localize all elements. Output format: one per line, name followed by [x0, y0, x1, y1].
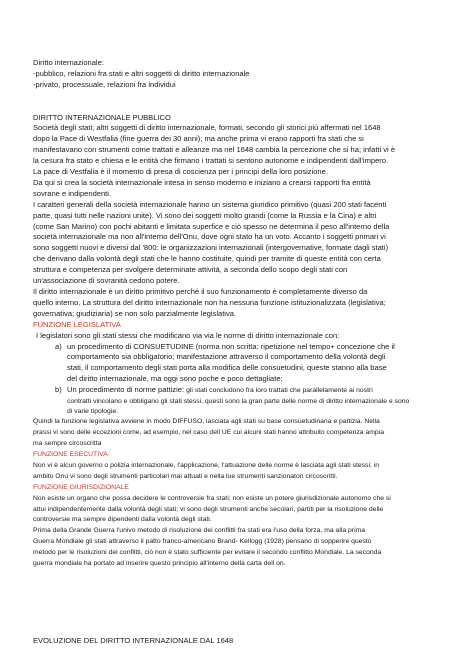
list-item-text: di varie tipologie.: [67, 408, 119, 416]
giurisdizionale-line: metodo per le risoluzioni dei conflitti, ciò non è stato sufficiente per evitare il secondo conflitto Mondiale. La seconda: [33, 549, 382, 557]
legislativa-intro: I legislatori sono gli stati stessi che modificano via via le norme di diritto internazionale con:: [36, 330, 340, 340]
giurisdizionale-line: guerra mondiale ha portato ad inserire questo principio all'interno della carta dell on.: [33, 560, 286, 568]
paragraph-line: sovrane e indipendenti.: [33, 188, 112, 198]
esecutiva-heading: FUNZIONE ESECUTIVA: [33, 450, 108, 458]
paragraph-line: la cesura fra stato e chiesa e le entità che firmano i trattati si sentono autonome e indipendenti dall'impero.: [33, 156, 389, 166]
paragraph-line: manifestavano con strumenti come trattati e alleanze ma nel 1648 cambia la percezione che si ha; infatti vi è: [33, 145, 396, 155]
paragraph-line: quello interno. La struttura del diritto internazionale non ha nessuna funzione istituzionalizzata (legislativa;: [33, 297, 386, 307]
section-title-evoluzione: EVOLUZIONE DEL DIRITTO INTERNAZIONALE DAL 1648: [33, 636, 234, 645]
paragraph-line: Società degli stati; altri soggetti di diritto internazionale, formati, secondo gli storici più affermati nel 1648: [33, 123, 381, 133]
paragraph-line: che derivano dalla volontà degli stati che le hanno costituite, quindi per tramite di queste entità con certa: [33, 254, 381, 264]
paragraph-line: un'associazione di sovranità cedono potere.: [33, 276, 180, 286]
giurisdizionale-line: Non esiste un organo che possa decidere le controversie fra stati; non esiste un potere giurisdizionale autonomo che si: [33, 494, 391, 502]
list-item-b: [33, 385, 440, 397]
list-item-a-continued: [33, 363, 440, 374]
list-item-text: del diritto internazionale, ma oggi sono poche e poco dettagliate;: [67, 374, 283, 384]
paragraph-line: La pace di Vestfalia è il momento di presa di coscienza per i principi della loro posizione.: [33, 167, 328, 177]
list-marker: a): [55, 341, 62, 351]
paragraph-line: Da qui si crea la società internazionale intesa in senso moderno e iniziano a crearsi rapporti fra entità: [33, 177, 371, 187]
list-item-a-continued: [33, 374, 440, 385]
giurisdizionale-line: controversie ma sempre dipendenti dalla volontà degli stati.: [33, 516, 212, 524]
paragraph-line: (come San Marino) con pochi abitanti e limitata superfice e ciò spesso ne determina il peso all'interno della: [33, 221, 390, 231]
list-item-lead: Un procedimento di norme pattizie:: [67, 385, 187, 395]
paragraph-line: Il diritto internazionale è un diritto primitivo perché il suo funzionamento è completamente diverso da: [33, 287, 368, 296]
intro-line: -privato, processuale, relazioni fra individui: [33, 79, 176, 89]
intro-line: Diritto internazionale:: [33, 58, 104, 67]
list-item-text: [67, 385, 440, 397]
legislativa-outro: Quindi la funzione legislativa avviene in modo DIFFUSO, lasciata agli stati su base consuetudinaria e pattizia. Nella: [33, 418, 380, 426]
paragraph-line: parte, quasi tutti nelle nazioni unite). Vi sono dei soggetti molto grandi (come la Russia e la Cina) e altri: [33, 210, 377, 220]
esecutiva-line: Non vi è alcun governo o polizia internazionale, l'applicazione, l'attuazione delle norme è lasciata agli stati stessi; in: [33, 461, 380, 469]
list-item-text: comportamento sia obbligatorio; manifestazione attraverso il comportamento della volontà degli: [67, 352, 386, 362]
list-item-text: contratti vincolano e obbligano gli stati stessi, questi sono la gran parte delle norme di diritto internazionale e sono: [67, 398, 410, 406]
legislativa-heading: FUNZIONE LEGISLATIVA: [33, 319, 121, 329]
giurisdizionale-line: Prima della Grande Guerra l'univo metodo di risoluzione dei conflitti fra stati era l'uso della forza, ma alla prima: [33, 527, 366, 535]
legislativa-outro: ma sempre circoscritta: [33, 440, 102, 448]
paragraph-line: sono soggetti nuovi e diversi dal '800: le organizzazioni internazionali (intergovernative, formate dagli stati): [33, 243, 389, 253]
esecutiva-line: ambito Onu vi sono degli strumenti particolari mai attuati e nella lue strumenti sanzionatori circoscritti.: [33, 472, 338, 480]
list-item-b-continued: [33, 397, 440, 407]
list-marker: b): [55, 385, 62, 395]
paragraph-line: I caratteri generali della società internazionale hanno un sistema giuridico primitivo (quasi 200 stati facenti: [33, 199, 387, 209]
list-item-a-continued: [33, 352, 440, 363]
paragraph-line: governativa; giudiziaria) se non solo parzialmente legislativa.: [33, 308, 237, 318]
intro-line: -pubblico, relazioni fra stati e altri soggetti di diritto internazionale: [33, 68, 250, 78]
paragraph-line: struttura e competenza per svolgere determinate attività, a seconda dello scopo degli stati con: [33, 265, 348, 275]
giurisdizionale-line: Guerra Mondiale gli stati attraverso il patto franco-americano Brand- Kellogg (1928) pensano di sopperire questo: [33, 538, 372, 546]
list-item-text: stati, il comportamento degli stati porta alla modifica delle consuetudini, queste stanno alla base: [67, 363, 387, 373]
giurisdizionale-line: attui indipendentemente dalla volontà degli stati; vi sono degli strumenti anche secolari, partiti per la risoluzione delle: [33, 505, 384, 513]
list-item-text: un procedimento di CONSUETUDINE (norma non scritta: ripetizione nel tempo+ concezione che il: [67, 341, 395, 351]
list-item-rest: gli stati concludono fra loro trattati che parallelamente ai nostri: [186, 387, 373, 395]
paragraph-line: dopo la Pace di Westfalia (fine guerra dei 30 anni); ma anche prima vi erano rapporti fra stati che si: [33, 134, 364, 144]
section-title: DIRITTO INTERNAZIONALE PUBBLICO: [33, 112, 171, 122]
legislativa-outro: prassi vi sono delle eccezioni come, ad esempio, nel caso dell UE cui alcuni stati hanno attribuito competenza ampia: [33, 429, 384, 437]
giurisdizionale-heading: FUNZIONE GIURISDIZIONALE: [33, 483, 129, 491]
paragraph-line: società internazionale ma non all'interno dell'Onu, dove ogni stato ha un voto. Accanto i soggetti primari vi: [33, 232, 386, 242]
list-item-a: [33, 342, 440, 353]
list-item-b-continued: [33, 407, 440, 417]
